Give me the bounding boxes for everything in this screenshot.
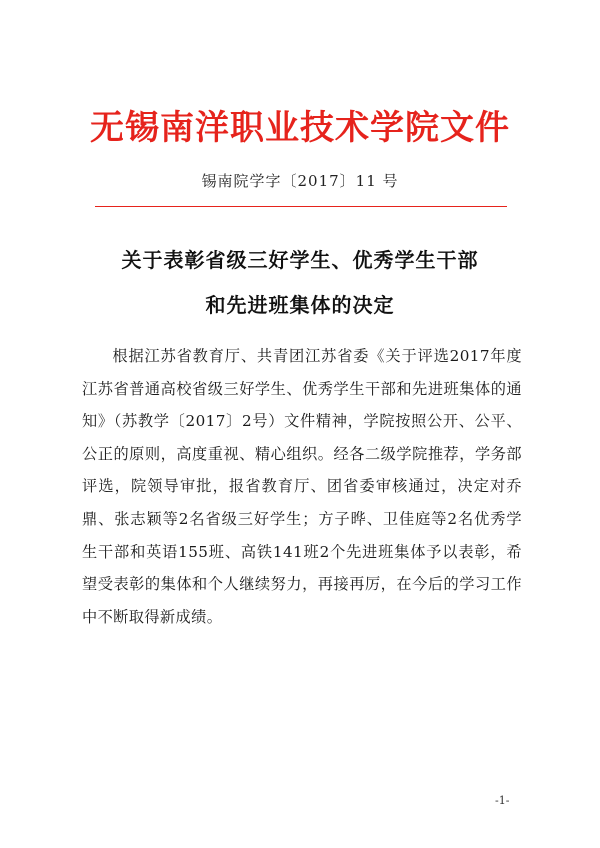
document-number: 锡南院学字〔2017〕11 号 xyxy=(201,172,399,190)
document-header-title: 无锡南洋职业技术学院文件 xyxy=(90,108,510,148)
red-divider-line xyxy=(95,206,507,207)
document-title-line-2: 和先进班集体的决定 xyxy=(205,293,395,317)
page-number: -1- xyxy=(495,794,510,807)
body-paragraph: 根据江苏省教育厅、共青团江苏省委《关于评选2017年度江苏省普通高校省级三好学生、优秀学生干部和先进班集体的通知》（苏教学〔2017〕2号）文件精神，学院按照公开、公平、公正的原则，高度重视、精心组织。经各二级学院推荐，学务部评选，院领导审批，报省教育厅、团省委审核通过，决定对乔鼎、张志颖等2名省级三好学生；方子晔、卫佳庭等2名优秀学生干部和英语155班、高铁141班2个先进班集体予以表彰，希望受表彰的集体和个人继续努力，再接再厉，在今后的学习工作中不断取得新成绩。 xyxy=(82,347,522,626)
document-title-line-1: 关于表彰省级三好学生、优秀学生干部 xyxy=(121,248,479,272)
